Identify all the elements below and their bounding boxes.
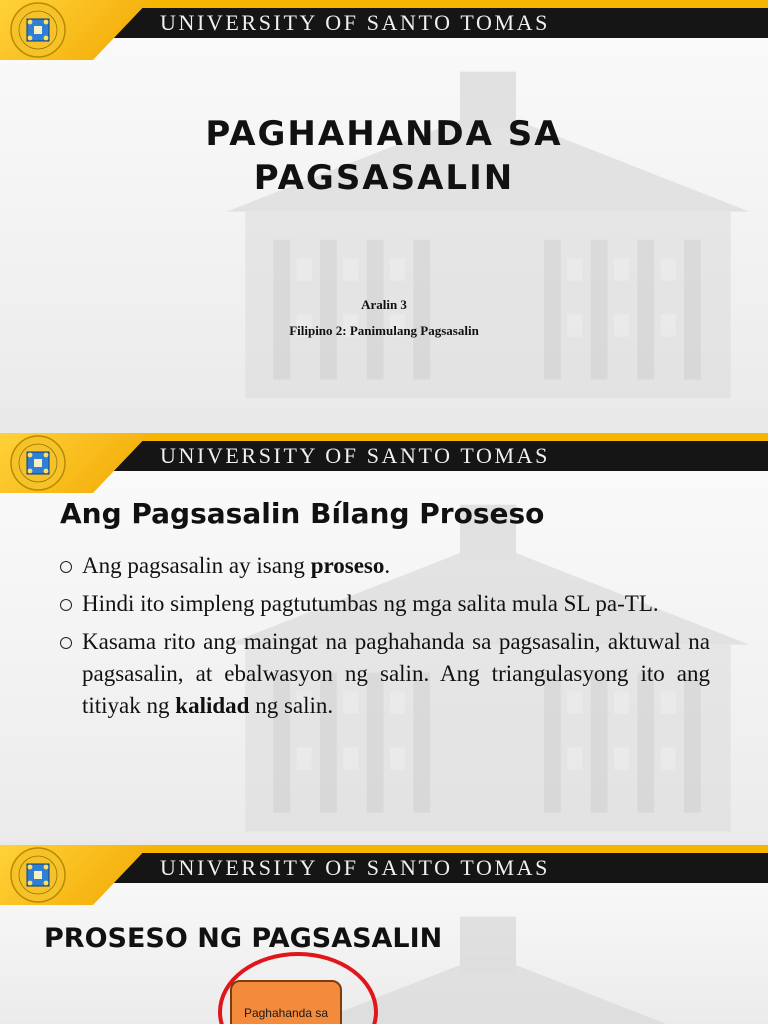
list-item [60,588,710,620]
bullet-text-end: . [384,553,391,578]
bullet-text: Ang pagsasalin ay isang [82,553,311,578]
list-item [60,550,710,582]
bullet-text-end: ng salin. [249,693,334,718]
slide-title [0,112,768,200]
content-slide [0,433,768,841]
university-name: UNIVERSITY OF SANTO TOMAS [160,855,550,880]
bullet-text: Kasama rito ang maingat na paghahanda sa pagsasalin, aktuwal na pagsasalin, at ebalwasyon ng salin. Ang triangulasyong ito ang titiyak ng [82,629,710,718]
circle-bullet-icon [60,561,72,573]
bullet-bold-text: proseso [310,553,385,578]
bullet-bold-text: kalidad [175,693,250,718]
process-slide [0,845,768,1024]
slide-header [0,433,768,493]
bullet-list [60,550,710,728]
slide-heading: PROSESO NG PAGSASALIN [44,923,443,954]
university-seal-icon [10,847,66,903]
university-seal-icon [10,2,66,58]
circle-bullet-icon [60,599,72,611]
title-slide [0,0,768,408]
university-name: UNIVERSITY OF SANTO TOMAS [160,10,550,35]
circle-bullet-icon [60,637,72,649]
lesson-number: Aralin 3 [361,297,407,312]
list-item [60,626,710,722]
university-name: UNIVERSITY OF SANTO TOMAS [160,443,550,468]
title-line-2: PAGSASALIN [253,158,515,198]
slide-heading: Ang Pagsasalin Bílang Proseso [60,497,545,530]
bullet-text: Hindi ito simpleng pagtutumbas ng mga salita mula SL pa-TL. [82,591,659,616]
title-line-1: PAGHAHANDA SA [205,114,563,154]
slide-header [0,845,768,905]
course-name: Filipino 2: Panimulang Pagsasalin [289,323,479,338]
process-step-box: Paghahanda sa [230,980,342,1024]
slide-header [0,0,768,60]
university-seal-icon [10,435,66,491]
